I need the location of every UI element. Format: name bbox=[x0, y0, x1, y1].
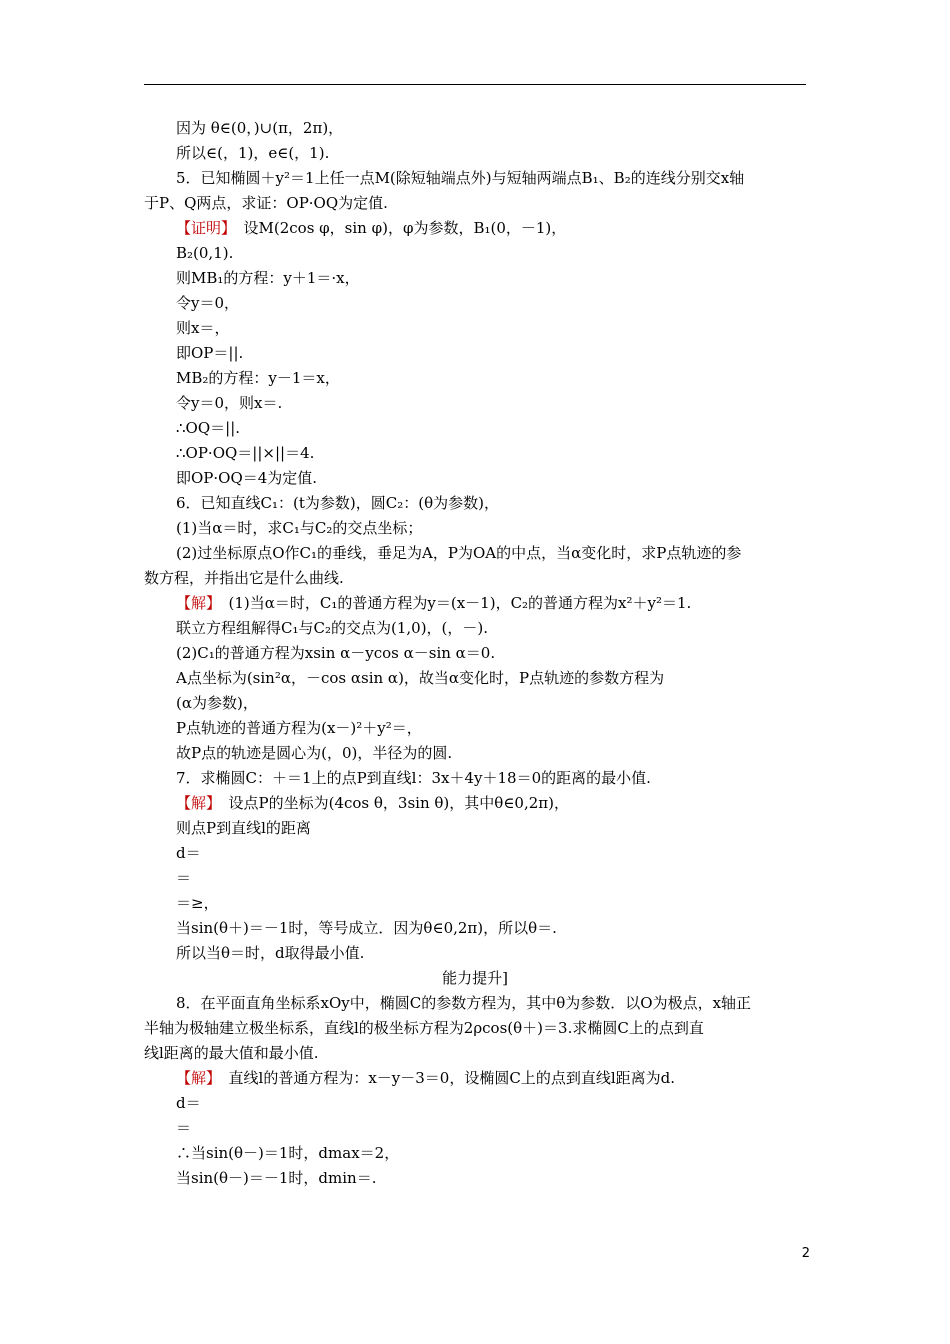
line-text: 8．在平面直角坐标系xOy中，椭圆C的参数方程为，其中θ为参数．以O为极点，x轴正 bbox=[176, 994, 752, 1012]
line-text: 6．已知直线C₁：(t为参数)，圆C₂：(θ为参数)， bbox=[176, 494, 499, 512]
line-text: 7．求椭圆C：＋＝1上的点P到直线l：3x＋4y＋18＝0的距离的最小值. bbox=[176, 769, 651, 787]
line-text: d＝ bbox=[176, 844, 201, 862]
text-line bbox=[176, 768, 816, 788]
text-line bbox=[176, 993, 816, 1013]
line-text: 设M(2cos φ，sin φ)，φ为参数，B₁(0，－1)， bbox=[228, 219, 567, 237]
text-line bbox=[176, 893, 816, 913]
text-line bbox=[176, 943, 816, 963]
page-number: 2 bbox=[801, 1246, 810, 1261]
line-text: (1)当α＝时，求C₁与C₂的交点坐标； bbox=[176, 519, 423, 537]
text-line bbox=[176, 718, 816, 738]
text-line bbox=[176, 118, 816, 138]
line-text: 5．已知椭圆＋y²＝1上任一点M(除短轴端点外)与短轴两端点B₁、B₂的连线分别交x轴 bbox=[176, 169, 745, 187]
line-text: 所以∈(，1)，e∈(，1). bbox=[176, 144, 330, 162]
text-line bbox=[176, 1068, 816, 1088]
solution-tag: 【证明】 bbox=[176, 219, 229, 237]
text-line bbox=[144, 568, 784, 588]
line-text: P点轨迹的普通方程为(x－)²＋y²＝， bbox=[176, 719, 422, 737]
line-text: 于P、Q两点，求证：OP·OQ为定值. bbox=[144, 194, 388, 212]
text-line bbox=[144, 1018, 784, 1038]
line-text: ∴OP·OQ＝||×||＝4. bbox=[176, 444, 315, 462]
text-line bbox=[176, 793, 816, 813]
line-text: 所以当θ＝时，d取得最小值. bbox=[176, 944, 365, 962]
solution-tag: 【解】 bbox=[176, 794, 214, 812]
line-text: ＝ bbox=[176, 1119, 192, 1137]
text-line bbox=[176, 393, 816, 413]
line-text: (2)C₁的普通方程为xsin α－ycos α－sin α＝0. bbox=[176, 644, 496, 662]
text-line bbox=[144, 1043, 784, 1063]
header-rule bbox=[144, 84, 806, 85]
text-line bbox=[176, 918, 816, 938]
text-line bbox=[176, 543, 816, 563]
line-text: 即OP＝||. bbox=[176, 344, 244, 362]
line-text: (2)过坐标原点O作C₁的垂线，垂足为A，P为OA的中点，当α变化时，求P点轨迹的参 bbox=[176, 544, 742, 562]
text-line bbox=[144, 193, 784, 213]
text-line bbox=[176, 368, 816, 388]
text-line bbox=[176, 243, 816, 263]
text-line bbox=[176, 518, 816, 538]
line-text: 联立方程组解得C₁与C₂的交点为(1,0)，(，－). bbox=[176, 619, 489, 637]
text-line bbox=[176, 343, 816, 363]
text-line bbox=[176, 693, 816, 713]
solution-tag: 【解】 bbox=[176, 1069, 214, 1087]
line-text: 则点P到直线l的距离 bbox=[176, 819, 311, 837]
line-text: ＝ bbox=[176, 869, 192, 887]
text-line bbox=[176, 468, 816, 488]
line-text: 令y＝0，则x＝. bbox=[176, 394, 283, 412]
text-line bbox=[176, 418, 816, 438]
line-text: 直线l的普通方程为：x－y－3＝0，设椭圆C上的点到直线l距离为d. bbox=[213, 1069, 675, 1087]
line-text: A点坐标为(sin²α，－cos αsin α)，故当α变化时，P点轨迹的参数方程为 bbox=[176, 669, 665, 687]
line-text: 故P点的轨迹是圆心为(，0)，半径为的圆. bbox=[176, 744, 453, 762]
text-line bbox=[176, 618, 816, 638]
text-line bbox=[176, 643, 816, 663]
line-text: 则MB₁的方程：y＋1＝·x， bbox=[176, 269, 360, 287]
line-text: 则x＝， bbox=[176, 319, 230, 337]
text-line bbox=[176, 868, 816, 888]
text-line bbox=[176, 1168, 816, 1188]
line-text: MB₂的方程：y－1＝x， bbox=[176, 369, 340, 387]
line-text: 半轴为极轴建立极坐标系，直线l的极坐标方程为2ρcos(θ＋)＝3.求椭圆C上的点到直 bbox=[144, 1019, 704, 1037]
text-line bbox=[176, 1118, 816, 1138]
line-text: 当sin(θ＋)＝－1时，等号成立．因为θ∈0,2π)，所以θ＝. bbox=[176, 919, 557, 937]
text-line bbox=[176, 1093, 816, 1113]
line-text: (α为参数)， bbox=[176, 694, 258, 712]
line-text: 因为 θ∈(0，)∪(π，2π)， bbox=[176, 119, 344, 137]
text-line bbox=[176, 1143, 816, 1163]
section-heading bbox=[0, 968, 950, 988]
text-line bbox=[176, 268, 816, 288]
line-text: 令y＝0， bbox=[176, 294, 240, 312]
text-line bbox=[176, 443, 816, 463]
text-line bbox=[176, 218, 816, 238]
line-text: 即OP·OQ＝4为定值. bbox=[176, 469, 318, 487]
line-text: 设点P的坐标为(4cos θ，3sin θ)，其中θ∈0,2π)， bbox=[213, 794, 569, 812]
line-text: d＝ bbox=[176, 1094, 201, 1112]
text-line bbox=[176, 593, 816, 613]
text-line bbox=[176, 168, 816, 188]
text-line bbox=[176, 493, 816, 513]
line-text: ∴当sin(θ－)＝1时，dmax＝2， bbox=[176, 1144, 400, 1162]
line-text: 当sin(θ－)＝－1时，dmin＝. bbox=[176, 1169, 377, 1187]
text-line bbox=[176, 293, 816, 313]
solution-tag: 【解】 bbox=[176, 594, 214, 612]
text-line bbox=[176, 143, 816, 163]
text-line bbox=[176, 318, 816, 338]
text-line bbox=[176, 843, 816, 863]
text-line bbox=[176, 668, 816, 688]
line-text: 数方程，并指出它是什么曲线. bbox=[144, 569, 344, 587]
text-line bbox=[176, 743, 816, 763]
line-text: ＝≥， bbox=[176, 894, 219, 912]
line-text: B₂(0,1). bbox=[176, 244, 234, 262]
line-text: (1)当α＝时，C₁的普通方程为y＝(x－1)，C₂的普通方程为x²＋y²＝1. bbox=[213, 594, 692, 612]
line-text: 能力提升] bbox=[442, 969, 508, 987]
line-text: ∴OQ＝||. bbox=[176, 419, 241, 437]
text-line bbox=[176, 818, 816, 838]
line-text: 线l距离的最大值和最小值. bbox=[144, 1044, 319, 1062]
